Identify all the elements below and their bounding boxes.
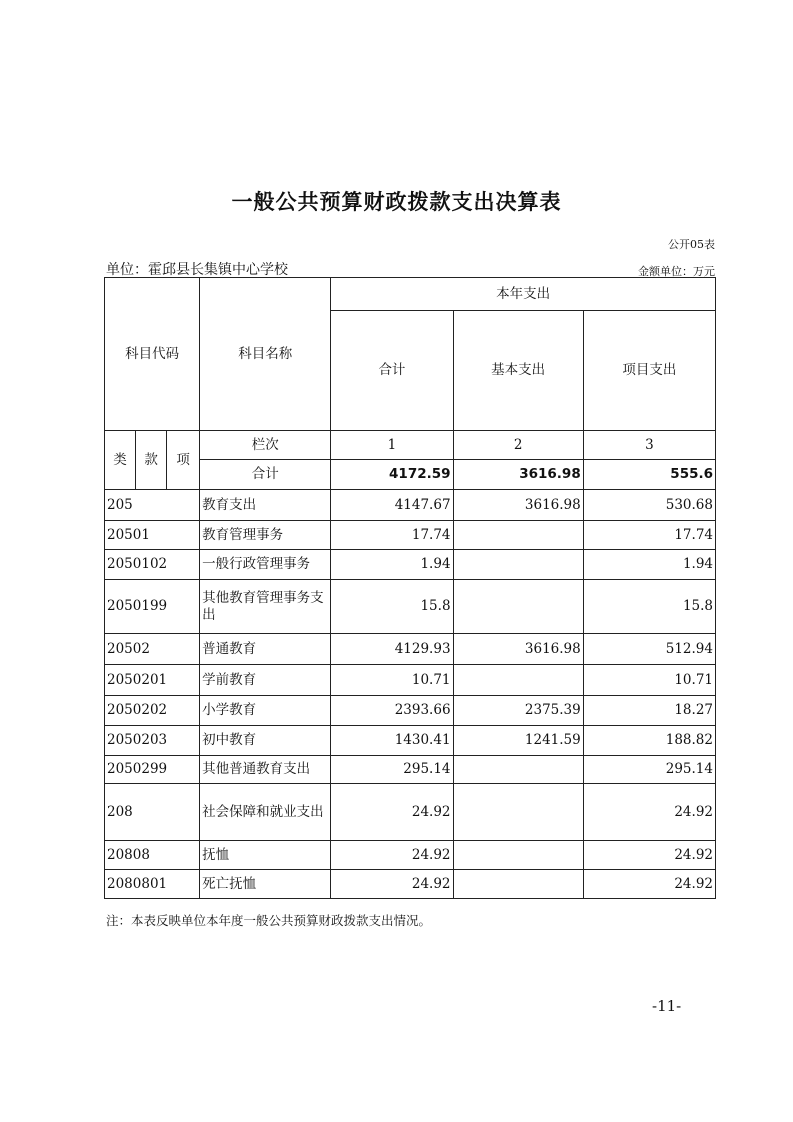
header-col-1: 1	[331, 431, 453, 460]
header-col-3: 3	[583, 431, 715, 460]
row-total: 24.92	[331, 784, 453, 841]
header-project: 项目支出	[583, 311, 715, 431]
row-project: 17.74	[583, 521, 715, 550]
row-basic: 3616.98	[453, 634, 583, 665]
row-code: 2080801	[105, 870, 200, 899]
row-total: 17.74	[331, 521, 453, 550]
row-total: 15.8	[331, 580, 453, 634]
sum-label: 合计	[200, 460, 331, 490]
row-name: 小学教育	[200, 696, 331, 726]
row-project: 295.14	[583, 756, 715, 784]
unit-label: 单位：霍邱县长集镇中心学校	[106, 262, 288, 278]
row-project: 24.92	[583, 841, 715, 870]
row-name: 学前教育	[200, 665, 331, 696]
table-row	[105, 580, 716, 634]
row-total: 4129.93	[331, 634, 453, 665]
row-code: 20502	[105, 634, 200, 665]
header-current-year: 本年支出	[331, 278, 716, 311]
header-total: 合计	[331, 311, 453, 431]
row-name: 其他普通教育支出	[200, 756, 331, 784]
row-name: 一般行政管理事务	[200, 550, 331, 580]
header-basic: 基本支出	[453, 311, 583, 431]
row-basic	[453, 550, 583, 580]
header-col-2: 2	[453, 431, 583, 460]
page-title: 一般公共预算财政拨款支出决算表	[231, 190, 562, 214]
table-note: 注：本表反映单位本年度一般公共预算财政拨款支出情况。	[106, 913, 432, 928]
table-row	[105, 550, 716, 580]
table-row	[105, 870, 716, 899]
row-basic	[453, 521, 583, 550]
row-code: 20501	[105, 521, 200, 550]
header-xiang: 项	[167, 431, 200, 490]
row-project: 512.94	[583, 634, 715, 665]
row-code: 2050203	[105, 726, 200, 756]
row-basic	[453, 756, 583, 784]
row-basic: 3616.98	[453, 490, 583, 521]
row-name: 社会保障和就业支出	[200, 784, 331, 841]
row-code: 2050202	[105, 696, 200, 726]
row-project: 24.92	[583, 784, 715, 841]
row-total: 24.92	[331, 870, 453, 899]
table-row	[105, 490, 716, 521]
page-number: -11-	[652, 997, 682, 1015]
row-total: 1430.41	[331, 726, 453, 756]
table-row	[105, 521, 716, 550]
row-basic: 1241.59	[453, 726, 583, 756]
row-basic: 2375.39	[453, 696, 583, 726]
table-row	[105, 634, 716, 665]
row-code: 2050299	[105, 756, 200, 784]
row-basic	[453, 580, 583, 634]
row-name: 教育管理事务	[200, 521, 331, 550]
row-basic	[453, 841, 583, 870]
row-code: 208	[105, 784, 200, 841]
row-project: 10.71	[583, 665, 715, 696]
header-lei: 类	[105, 431, 136, 490]
row-code: 2050201	[105, 665, 200, 696]
table-row	[105, 665, 716, 696]
row-total: 2393.66	[331, 696, 453, 726]
row-basic	[453, 870, 583, 899]
row-name: 其他教育管理事务支出	[200, 580, 331, 634]
expenditure-table	[104, 277, 716, 899]
table-row	[105, 784, 716, 841]
form-code: 公开05表	[668, 238, 715, 251]
row-code: 2050102	[105, 550, 200, 580]
sum-basic: 3616.98	[453, 460, 583, 490]
table-row	[105, 726, 716, 756]
row-project: 15.8	[583, 580, 715, 634]
row-project: 188.82	[583, 726, 715, 756]
row-total: 24.92	[331, 841, 453, 870]
row-name: 死亡抚恤	[200, 870, 331, 899]
row-name: 普通教育	[200, 634, 331, 665]
row-basic	[453, 784, 583, 841]
row-name: 初中教育	[200, 726, 331, 756]
header-kuan: 款	[136, 431, 167, 490]
sum-project: 555.6	[583, 460, 715, 490]
header-column-label: 栏次	[200, 431, 331, 460]
sum-total: 4172.59	[331, 460, 453, 490]
table-row	[105, 696, 716, 726]
row-code: 205	[105, 490, 200, 521]
row-total: 295.14	[331, 756, 453, 784]
row-code: 20808	[105, 841, 200, 870]
row-name: 抚恤	[200, 841, 331, 870]
row-basic	[453, 665, 583, 696]
row-total: 4147.67	[331, 490, 453, 521]
header-subject-code: 科目代码	[105, 278, 200, 431]
amount-unit: 金额单位：万元	[638, 265, 715, 278]
row-project: 530.68	[583, 490, 715, 521]
row-total: 1.94	[331, 550, 453, 580]
row-total: 10.71	[331, 665, 453, 696]
row-project: 24.92	[583, 870, 715, 899]
table-row	[105, 756, 716, 784]
header-subject-name: 科目名称	[200, 278, 331, 431]
table-row	[105, 841, 716, 870]
row-code: 2050199	[105, 580, 200, 634]
row-name: 教育支出	[200, 490, 331, 521]
row-project: 18.27	[583, 696, 715, 726]
row-project: 1.94	[583, 550, 715, 580]
